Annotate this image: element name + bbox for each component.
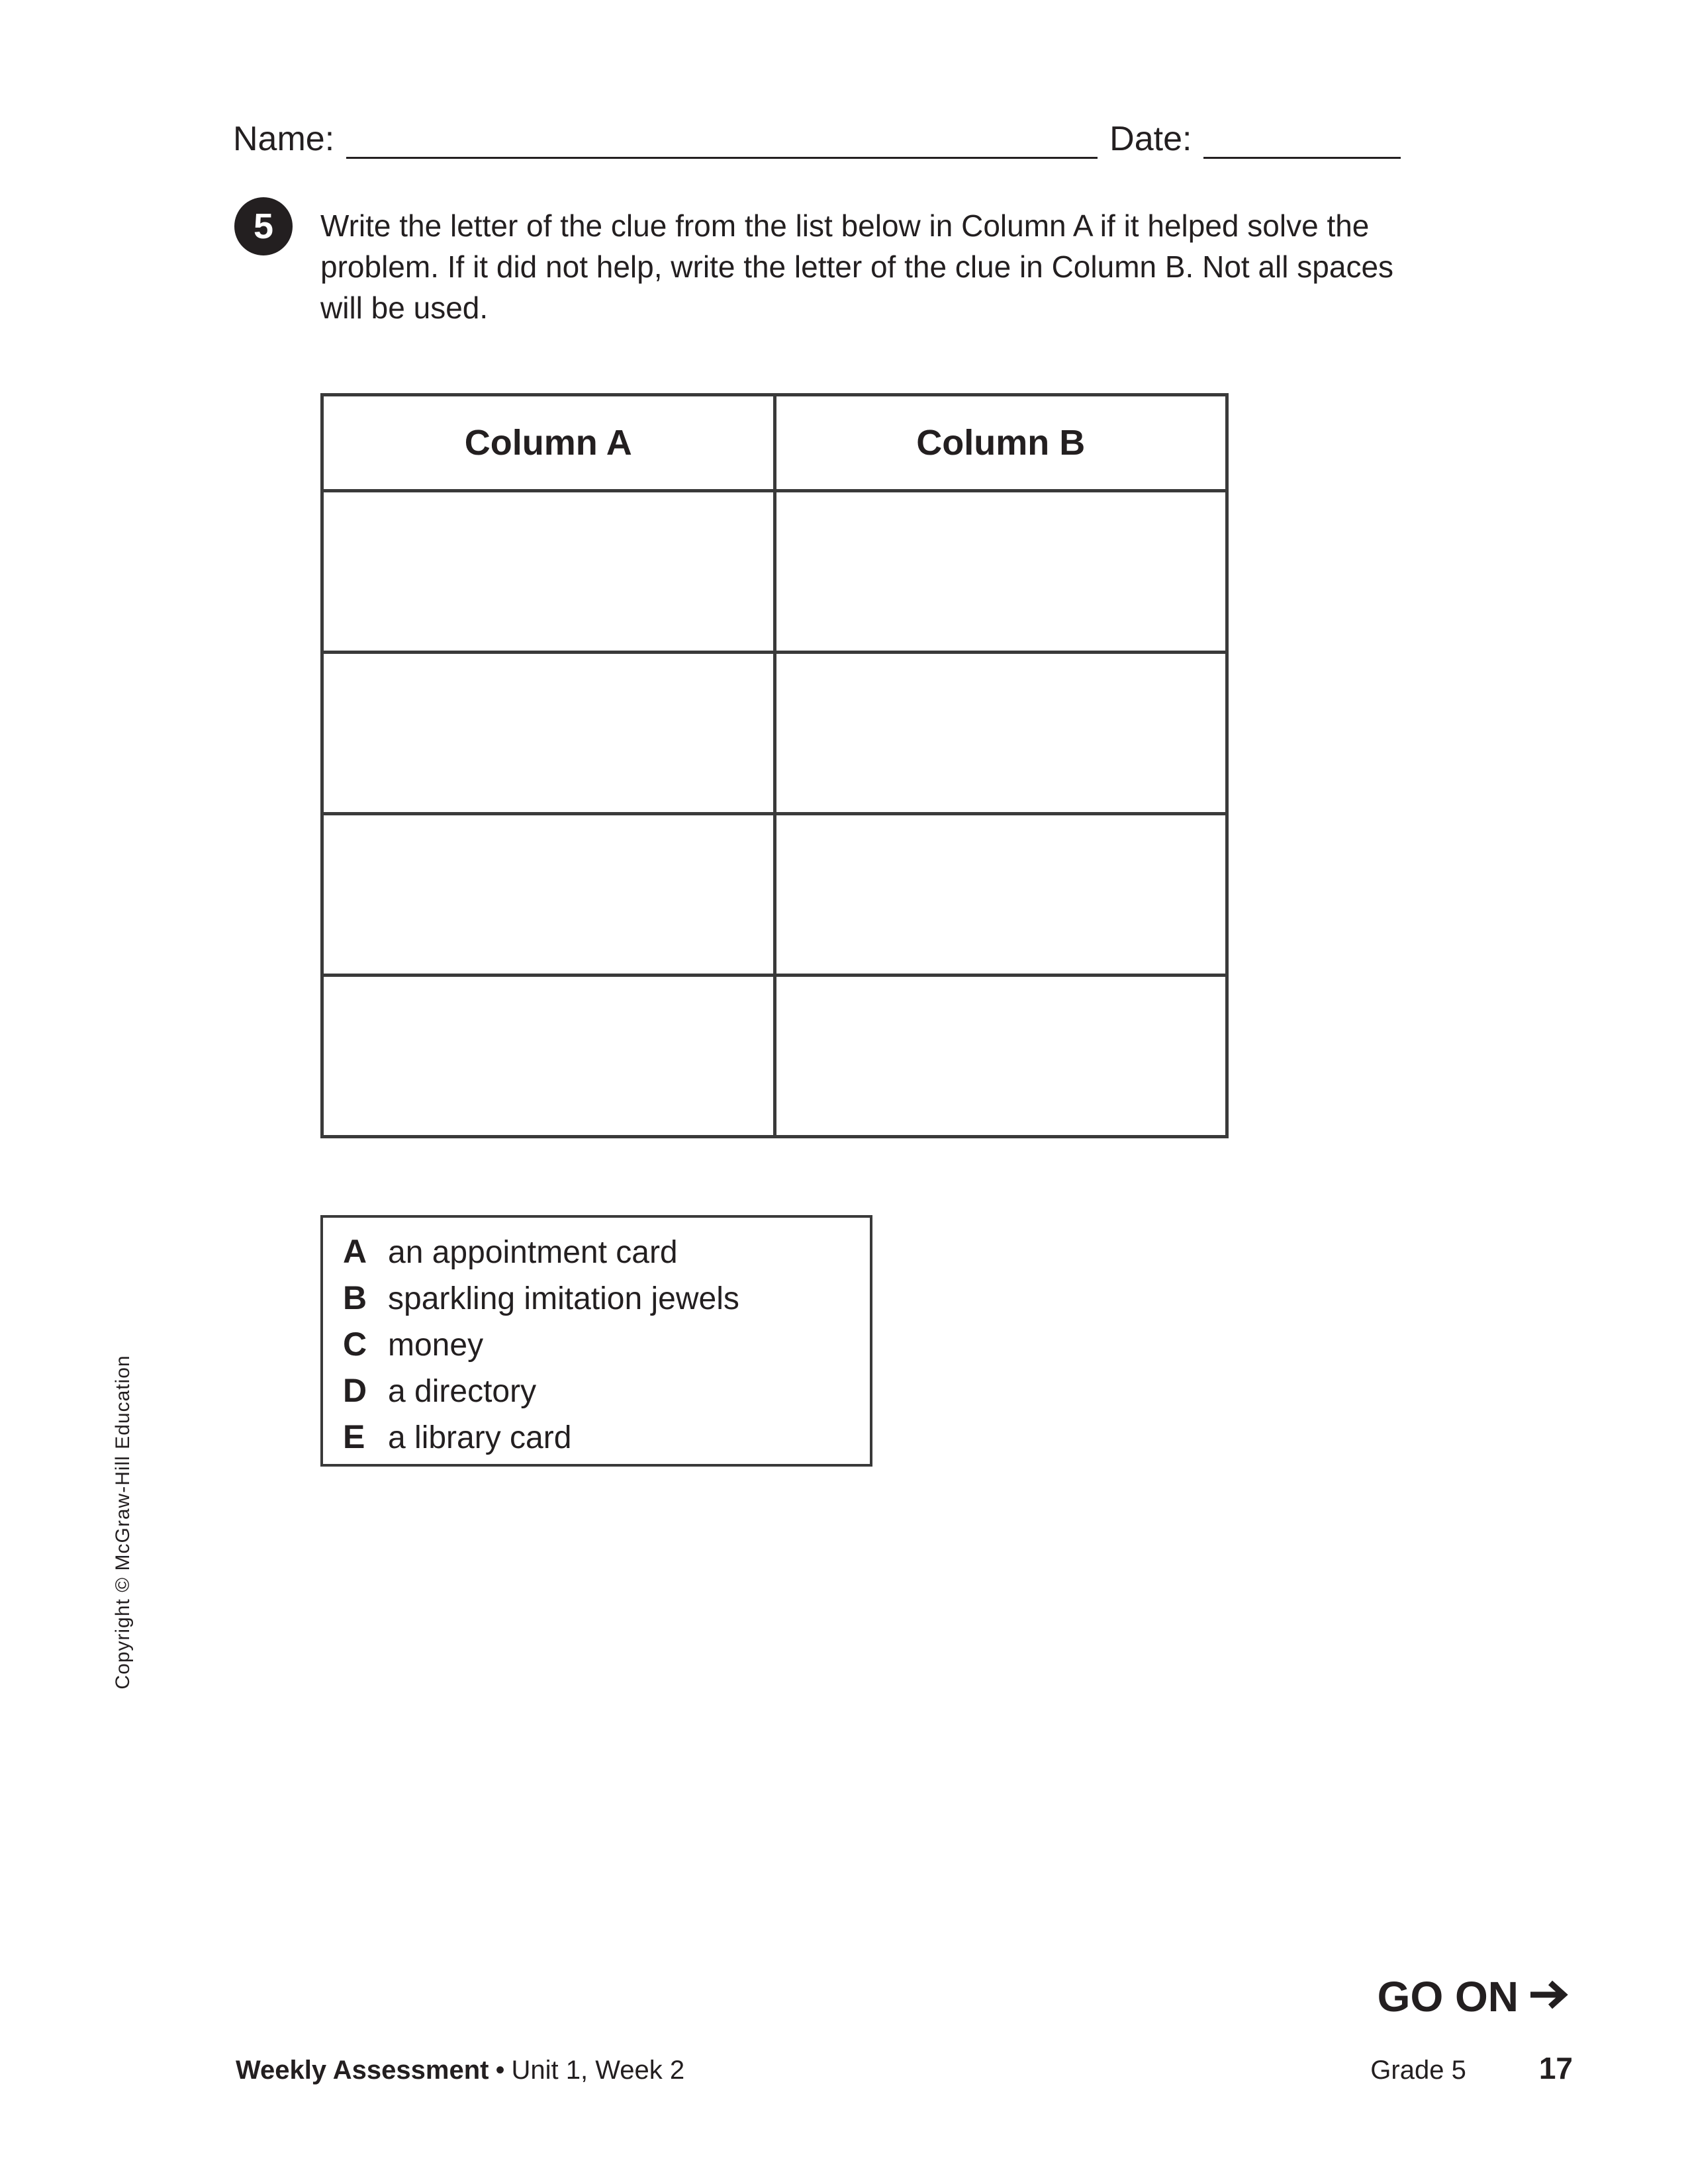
table-row bbox=[322, 491, 1227, 653]
column-b-cell[interactable] bbox=[774, 653, 1227, 814]
column-b-cell[interactable] bbox=[774, 491, 1227, 653]
question-instructions: Write the letter of the clue from the list below in Column A if it helped solve the problem. If it did not help, write the letter of the clue in Column B. Not all spaces will be used. bbox=[320, 208, 1394, 325]
column-a-cell[interactable] bbox=[322, 491, 775, 653]
answer-table bbox=[320, 393, 1229, 1138]
assessment-title: Weekly Assessment bbox=[236, 2056, 489, 2085]
column-b-cell[interactable] bbox=[774, 814, 1227, 976]
question-number-badge: 5 bbox=[234, 197, 293, 255]
clue-letter: C bbox=[343, 1326, 367, 1363]
column-a-cell[interactable] bbox=[322, 653, 775, 814]
date-blank-line[interactable] bbox=[1203, 124, 1401, 159]
column-a-cell[interactable] bbox=[322, 976, 775, 1137]
clue-text: a directory bbox=[388, 1374, 537, 1409]
unit-week-label: Unit 1, Week 2 bbox=[511, 2056, 685, 2085]
clue-letter: A bbox=[343, 1233, 367, 1270]
clue-text: an appointment card bbox=[388, 1235, 678, 1270]
table-row bbox=[322, 976, 1227, 1137]
clue-list-box bbox=[320, 1215, 872, 1467]
name-date-header bbox=[233, 106, 1411, 159]
table-row bbox=[322, 653, 1227, 814]
go-on-label: GO ON bbox=[1377, 1973, 1519, 2021]
clue-letter: B bbox=[343, 1279, 367, 1316]
right-arrow-icon bbox=[1530, 1972, 1569, 2021]
footer-separator: • bbox=[495, 2056, 505, 2085]
page-number: 17 bbox=[1538, 2051, 1573, 2085]
clue-letter: E bbox=[343, 1418, 365, 1455]
date-label: Date: bbox=[1109, 120, 1192, 158]
clue-text: money bbox=[388, 1328, 484, 1363]
clue-item bbox=[343, 1371, 850, 1418]
clue-item bbox=[343, 1279, 850, 1325]
name-blank-line[interactable] bbox=[346, 124, 1098, 159]
copyright-notice: Copyright © McGraw-Hill Education bbox=[112, 1355, 134, 1690]
go-on-indicator bbox=[1378, 1972, 1569, 2021]
column-a-header: Column A bbox=[322, 395, 775, 491]
clue-text: a library card bbox=[388, 1420, 572, 1455]
page-footer bbox=[236, 2050, 1573, 2090]
table-header-row bbox=[322, 395, 1227, 491]
clue-item bbox=[343, 1232, 850, 1279]
column-b-cell[interactable] bbox=[774, 976, 1227, 1137]
clue-letter: D bbox=[343, 1372, 367, 1409]
column-b-header: Column B bbox=[774, 395, 1227, 491]
clue-item bbox=[343, 1418, 850, 1464]
clue-item bbox=[343, 1325, 850, 1371]
name-label: Name: bbox=[233, 120, 335, 158]
clue-text: sparkling imitation jewels bbox=[388, 1281, 739, 1316]
grade-label: Grade 5 bbox=[1370, 2056, 1466, 2085]
table-row bbox=[322, 814, 1227, 976]
column-a-cell[interactable] bbox=[322, 814, 775, 976]
